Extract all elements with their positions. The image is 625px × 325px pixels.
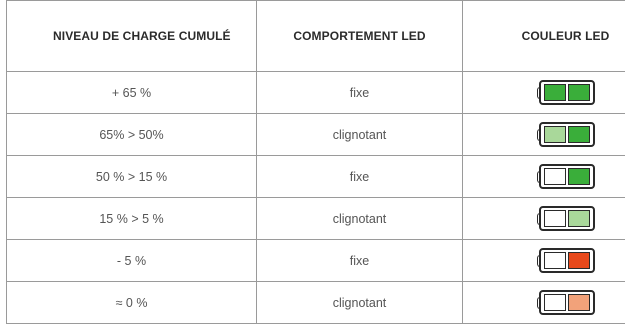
table-row [7, 240, 625, 282]
header-led-behavior: COMPORTEMENT LED [257, 1, 463, 72]
battery-body [539, 248, 595, 273]
cell-charge-level: 65% > 50% [7, 114, 257, 156]
cell-led-color [463, 114, 625, 156]
battery-body [539, 80, 595, 105]
battery-icon [537, 164, 595, 189]
battery-body [539, 122, 595, 147]
cell-led-color [463, 156, 625, 198]
header-led-color: COULEUR LED [463, 1, 625, 72]
battery-icon [537, 248, 595, 273]
battery-cell-right [568, 294, 590, 311]
battery-icon [537, 80, 595, 105]
cell-led-behavior: fixe [257, 156, 463, 198]
led-charge-table [6, 0, 625, 324]
cell-led-color [463, 72, 625, 114]
battery-cell-right [568, 210, 590, 227]
cell-led-behavior: clignotant [257, 282, 463, 324]
table-row [7, 72, 625, 114]
battery-cell-right [568, 84, 590, 101]
cell-led-behavior: fixe [257, 72, 463, 114]
battery-body [539, 164, 595, 189]
table-body [7, 72, 625, 324]
table-row [7, 156, 625, 198]
battery-icon [537, 290, 595, 315]
cell-charge-level: ≈ 0 % [7, 282, 257, 324]
battery-cell-left [544, 84, 566, 101]
cell-charge-level: - 5 % [7, 240, 257, 282]
battery-cell-right [568, 252, 590, 269]
cell-led-behavior: clignotant [257, 114, 463, 156]
table-row [7, 114, 625, 156]
battery-cell-left [544, 126, 566, 143]
cell-charge-level: + 65 % [7, 72, 257, 114]
battery-body [539, 290, 595, 315]
table-header [7, 1, 625, 72]
header-row [7, 1, 625, 72]
cell-led-behavior: clignotant [257, 198, 463, 240]
battery-cell-right [568, 126, 590, 143]
cell-led-color [463, 282, 625, 324]
battery-icon [537, 122, 595, 147]
table-row [7, 198, 625, 240]
battery-cell-left [544, 210, 566, 227]
cell-led-color [463, 240, 625, 282]
header-charge-level: NIVEAU DE CHARGE CUMULÉ [7, 1, 257, 72]
cell-led-color [463, 198, 625, 240]
cell-charge-level: 15 % > 5 % [7, 198, 257, 240]
table-row [7, 282, 625, 324]
cell-charge-level: 50 % > 15 % [7, 156, 257, 198]
cell-led-behavior: fixe [257, 240, 463, 282]
led-charge-table-wrapper [6, 0, 619, 324]
battery-cell-left [544, 168, 566, 185]
battery-cell-right [568, 168, 590, 185]
battery-body [539, 206, 595, 231]
battery-icon [537, 206, 595, 231]
battery-cell-left [544, 294, 566, 311]
battery-cell-left [544, 252, 566, 269]
